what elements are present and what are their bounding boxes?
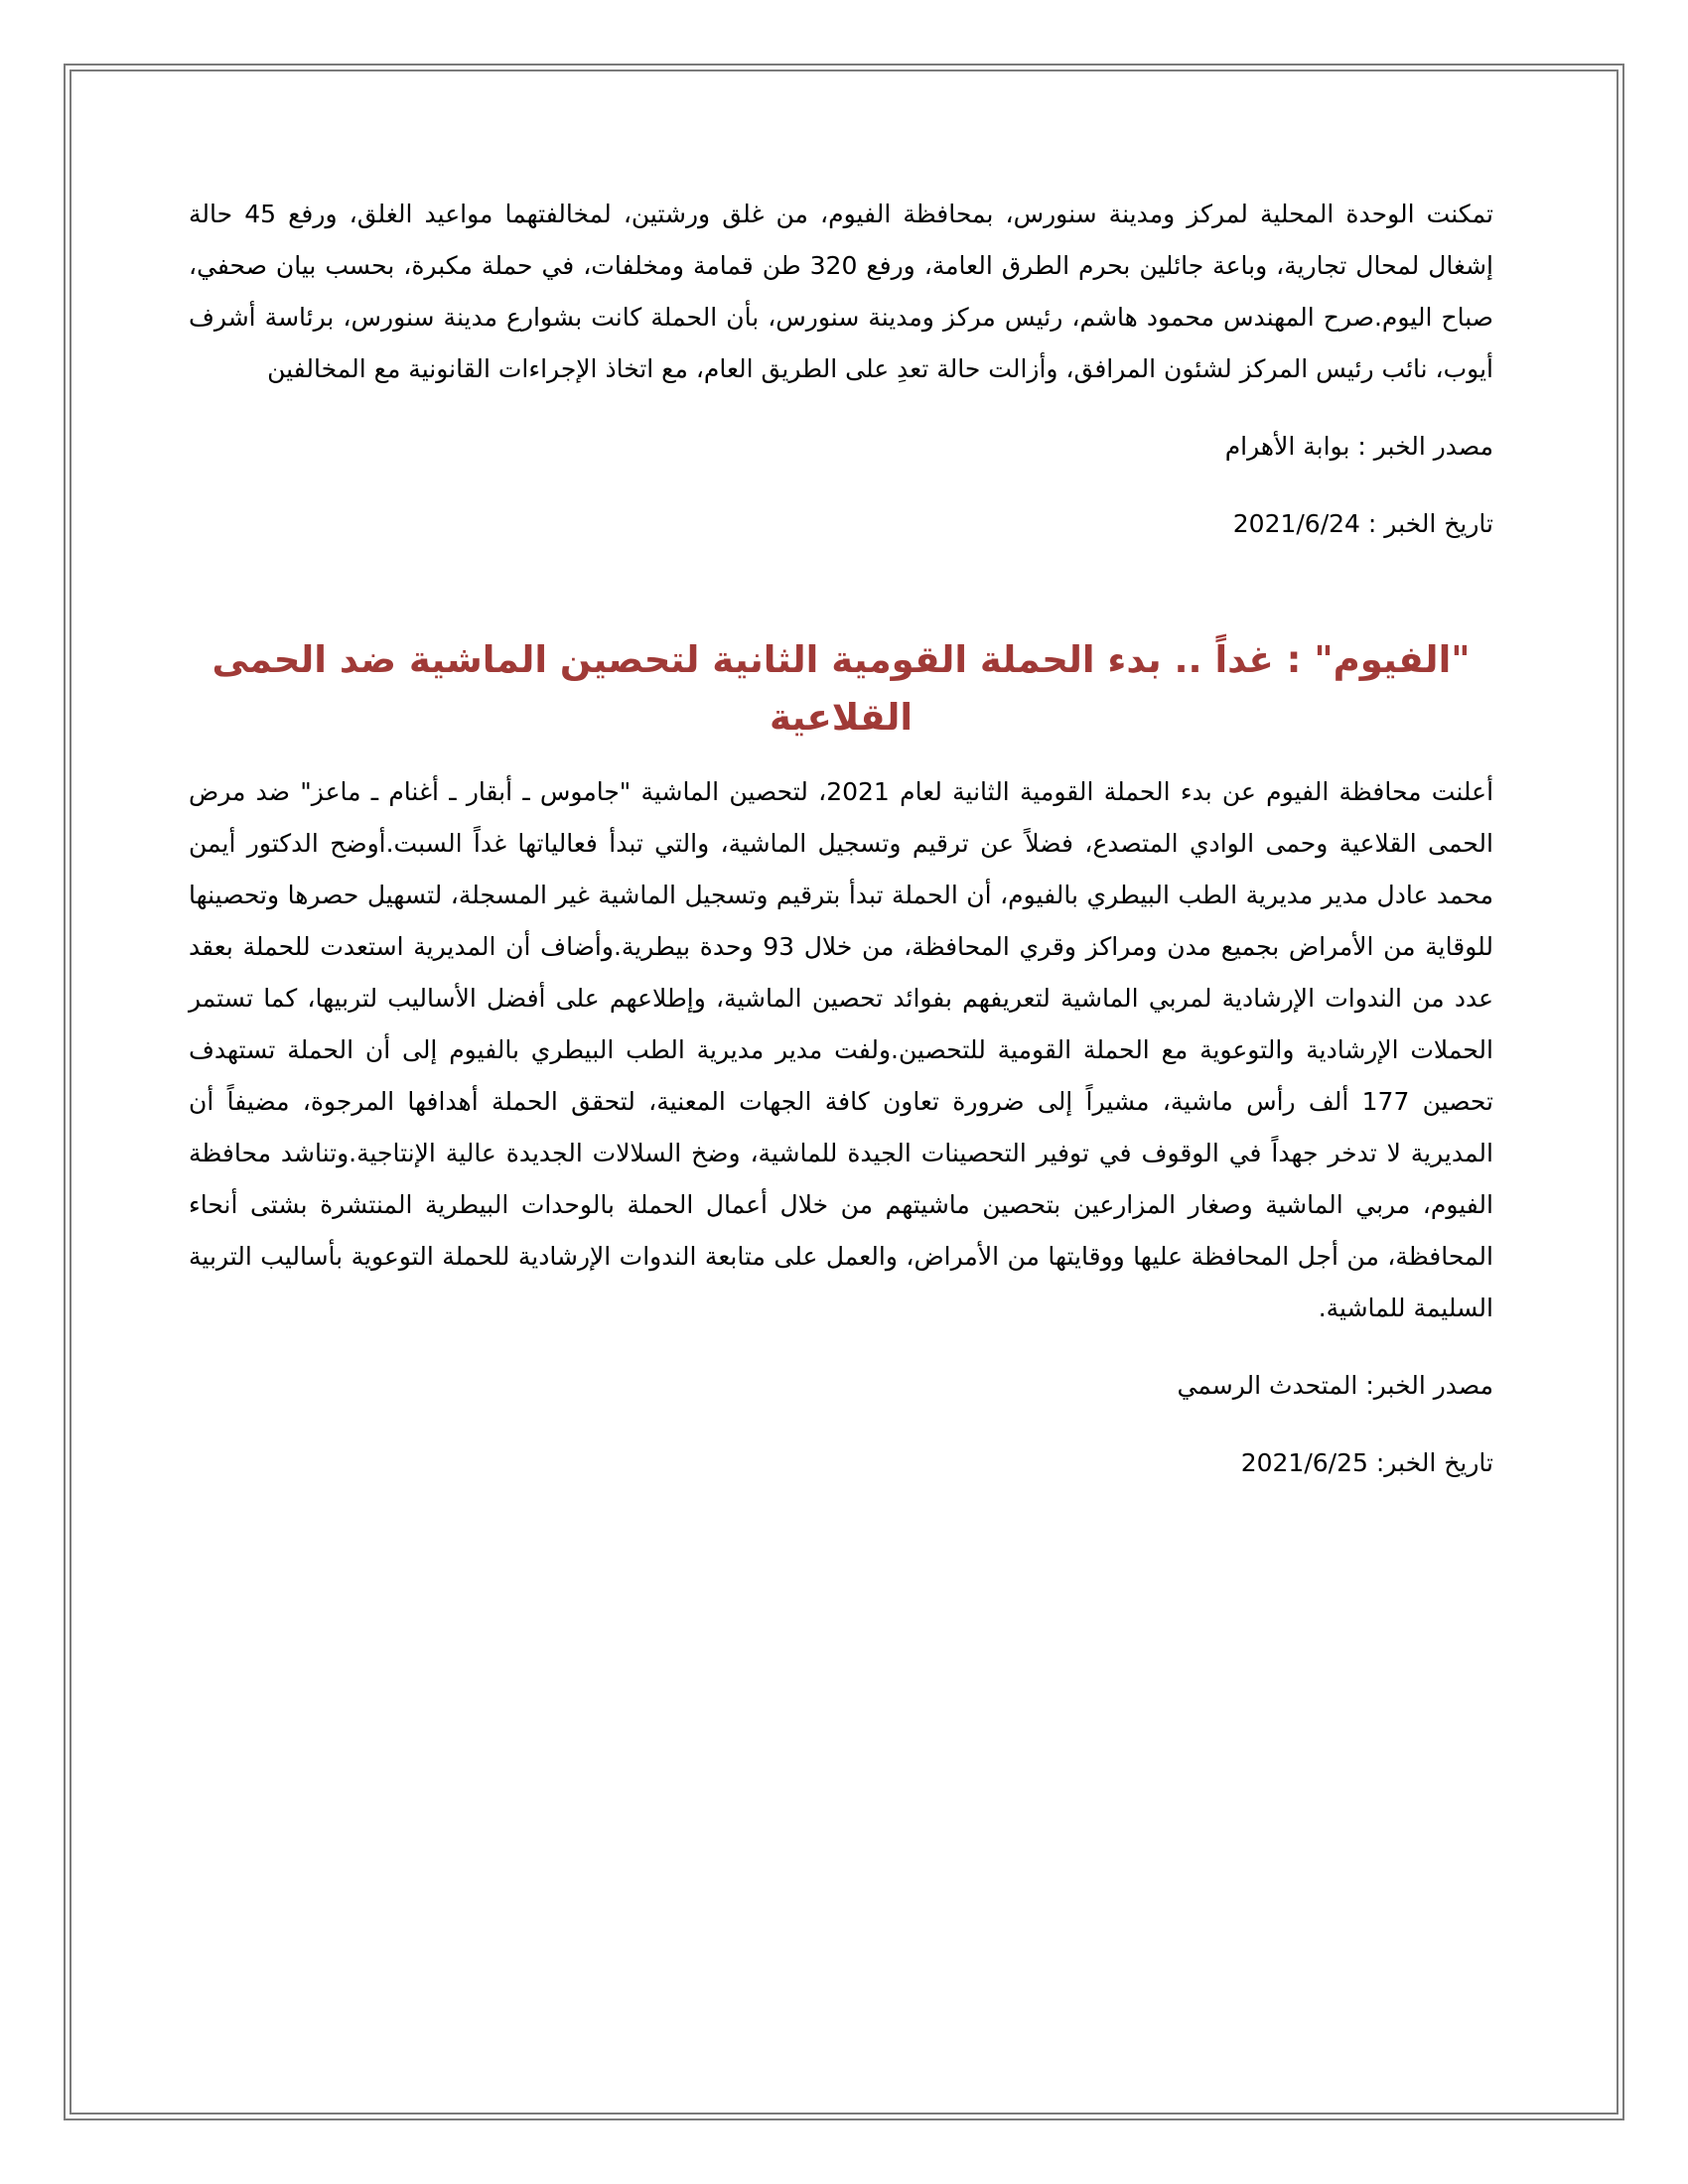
article-1-date: تاريخ الخبر : 2021/6/24 [1232,509,1493,538]
article-2-body: أعلنت محافظة الفيوم عن بدء الحملة القومية الثانية لعام 2021، لتحصين الماشية "جاموس ـ أبقار ـ أغنام ـ ماعز" ضد مرض الحمى القلاعية وحمى الوادي المتصدع، فضلاً عن ترقيم وتسجيل الماشية، والتي تبدأ فعالياتها غداً السبت.أوضح الدكتور أيمن محمد عادل مدير مديرية الطب البيطري بالفيوم، أن الحملة تبدأ بترقيم وتسجيل الماشية غير المسجلة، لتسهيل حصرها وتحصينها للوقاية من الأمراض بجميع مدن ومراكز وقري المحافظة، من خلال 93 وحدة بيطرية.وأضاف أن المديرية استعدت للحملة بعقد عدد من الندوات الإرشادية لمربي الماشية لتعريفهم بفوائد تحصين الماشية، وإطلاعهم على أفضل الأساليب لتربيها، كما تستمر الحملات الإرشادية والتوعوية مع الحملة القومية للتحصين.ولفت مدير مديرية الطب البيطري بالفيوم إلى أن الحملة تستهدف تحصين 177 ألف رأس ماشية، مشيراً إلى ضرورة تعاون كافة الجهات المعنية، لتحقق الحملة أهدافها المرجوة، مضيفاً أن المديرية لا تدخر جهداً في الوقوف في توفير التحصينات الجيدة للماشية، وضخ السلالات الجديدة عالية الإنتاجية.وتناشد محافظة الفيوم، مربي الماشية وصغار المزارعين بتحصين ماشيتهم من خلال أعمال الحملة بالوحدات البيطرية المنتشرة بشتى أنحاء المحافظة، من أجل المحافظة عليها ووقايتها من الأمراض، والعمل على متابعة الندوات الإرشادية للحملة التوعوية بأساليب التربية السليمة للماشية. [189,777,1494,1322]
document-body [189,189,1493,1489]
article-1-source: مصدر الخبر : بوابة الأهرام [1224,432,1493,461]
article-1-body: تمكنت الوحدة المحلية لمركز ومدينة سنورس، بمحافظة الفيوم، من غلق ورشتين، لمخالفتهما مواعيد الغلق، ورفع 45 حالة إشغال لمحال تجارية، وباعة جائلين بحرم الطرق العامة، ورفع 320 طن قمامة ومخلفات، في حملة مكبرة، بحسب بيان صحفي، صباح اليوم.صرح المهندس محمود هاشم، رئيس مركز ومدينة سنورس، بأن الحملة كانت بشوارع مدينة سنورس، برئاسة أشرف أيوب، نائب رئيس المركز لشئون المرافق، وأزالت حالة تعدِ على الطريق العام، مع اتخاذ الإجراءات القانونية مع المخالفين [189,200,1493,383]
article-2-source: مصدر الخبر: المتحدث الرسمي [1177,1371,1493,1400]
article-2-date: تاريخ الخبر: 2021/6/25 [1240,1448,1493,1477]
article-2-title: "الفيوم" : غداً .. بدء الحملة القومية الثانية لتحصين الماشية ضد الحمى القلاعية [211,638,1471,739]
